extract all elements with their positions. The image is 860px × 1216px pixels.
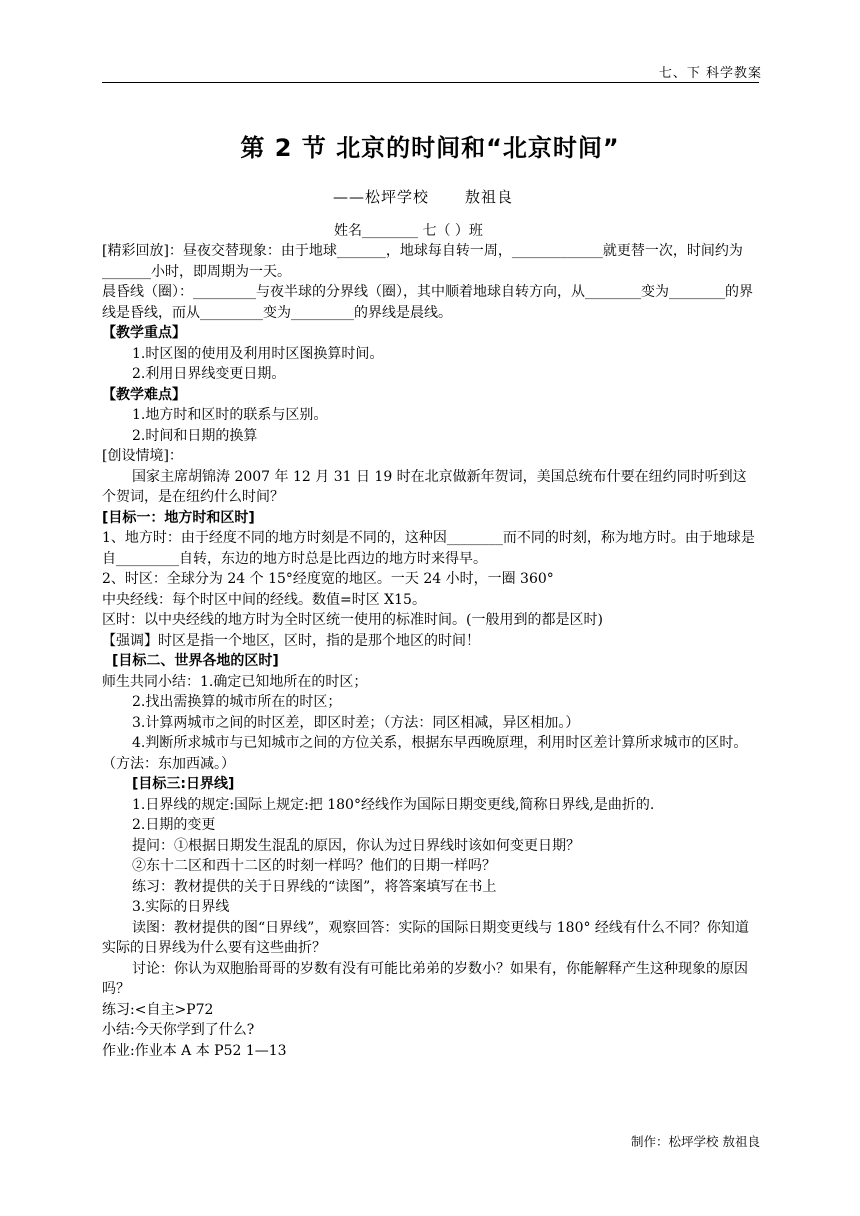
time-zone-line: 2、时区：全球分为 24 个 15°经度宽的地区。一天 24 小时，一圈 360° [102,571,554,587]
goal-two-heading: [目标二、世界各地的区时] [112,653,279,669]
goal-one-heading: [目标一：地方时和区时] [102,509,255,526]
question-two: ②东十二区和西十二区的时刻一样吗？他们的日期一样吗？ [132,858,496,874]
goal-three-heading: [目标三:日界线] [132,776,235,792]
page-header: 七、下 科学教案 [658,66,762,81]
scenario-paragraph: 国家主席胡锦涛 2007 年 12 月 31 日 19 时在北京做新年贺词，美国总统布什要在纽约同时听到这个贺词，是在纽约什么时间？ [102,468,747,505]
question-one: 提问：①根据日期发生混乱的原因，你认为过日界线时该如何变更日期？ [132,837,580,854]
actual-date-line-heading: 3.实际的日界线 [132,899,230,915]
discussion-paragraph: 讨论：你认为双胞胎哥哥的岁数有没有可能比弟弟的岁数小？如果有，你能解释产生这种现象的原因吗？ [102,960,748,997]
date-change-heading: 2.日期的变更 [132,817,216,833]
author-line [333,186,513,207]
map-reading-paragraph: 读图：教材提供的图“日界线”，观察回答：实际的国际日期变更线与 180° 经线有什么不同？你知道实际的日界线为什么要有这些曲折？ [102,919,749,956]
local-time-paragraph: 1、地方时：由于经度不同的地方时刻是不同的，这种因________而不同的时刻，称为地方时。由于地球是自_________自转，东边的地方时总是比西边的地方时来得早。 [102,530,755,567]
page-title: 第 2 节 北京的时间和“北京时间” [240,134,620,162]
conclusion-line: 小结:今天你学到了什么? [102,1022,255,1038]
summary-step: 2.找出需换算的城市所在的时区； [132,694,342,710]
page-footer: 制作：松坪学校 敖祖良 [631,1134,760,1149]
key-point-item: 2.利用日界线变更日期。 [132,366,286,382]
scenario-heading: [创设情境]： [102,448,183,464]
student-name-line: 姓名________ 七（ ）班 [334,223,483,239]
difficulties-heading: 【教学难点】 [102,386,186,403]
header-rule [102,82,759,83]
terminator-paragraph: 晨昏线（圈）：_________与夜半球的分界线（圈），其中顺着地球自转方向，从________变为________的界线是昏线，而从_________变为_________的界线是晨线。 [102,284,753,321]
practice-line: 练习:<自主>P72 [102,1001,214,1018]
key-points-heading: 【教学重点】 [102,325,186,341]
emphasis-line: 【强调】时区是指一个地区，区时，指的是那个地区的时间！ [102,632,480,649]
lesson-body [102,241,759,1061]
date-line-rule: 1.日界线的规定:国际上规定:把 180°经线作为国际日期变更线,简称日界线,是曲折的. [132,796,655,813]
summary-step: 3.计算两城市之间的时区差，即区时差；（方法：同区相减，异区相加。） [132,714,580,731]
homework-line: 作业:作业本 A 本 P52 1—13 [102,1042,287,1059]
central-meridian-line: 中央经线：每个时区中间的经线。数值=时区 X15。 [102,591,426,608]
difficulty-item: 2.时间和日期的换算 [132,427,258,444]
key-point-item: 1.时区图的使用及利用时区图换算时间。 [132,345,384,362]
review-paragraph: [精彩回放]：昼夜交替现象：由于地球_______，地球每自转一周，_____________就更替一次，时间约为_______小时，即周期为一天。 [102,243,743,280]
author-school: ——松坪学校 [333,188,430,206]
difficulty-item: 1.地方时和区时的联系与区别。 [132,407,328,423]
summary-step: 4.判断所求城市与已知城市之间的方位关系，根据东早西晚原理，利用时区差计算所求城市的区时。（方法：东加西减。） [102,735,748,772]
author-name: 敖祖良 [465,188,514,206]
summary-line: 师生共同小结：1.确定已知地所在的时区； [102,673,368,690]
exercise-line: 练习：教材提供的关于日界线的“读图”，将答案填写在书上 [132,878,497,895]
zone-time-line: 区时：以中央经线的地方时为全时区统一使用的标准时间。(一般用到的都是区时) [102,612,603,628]
